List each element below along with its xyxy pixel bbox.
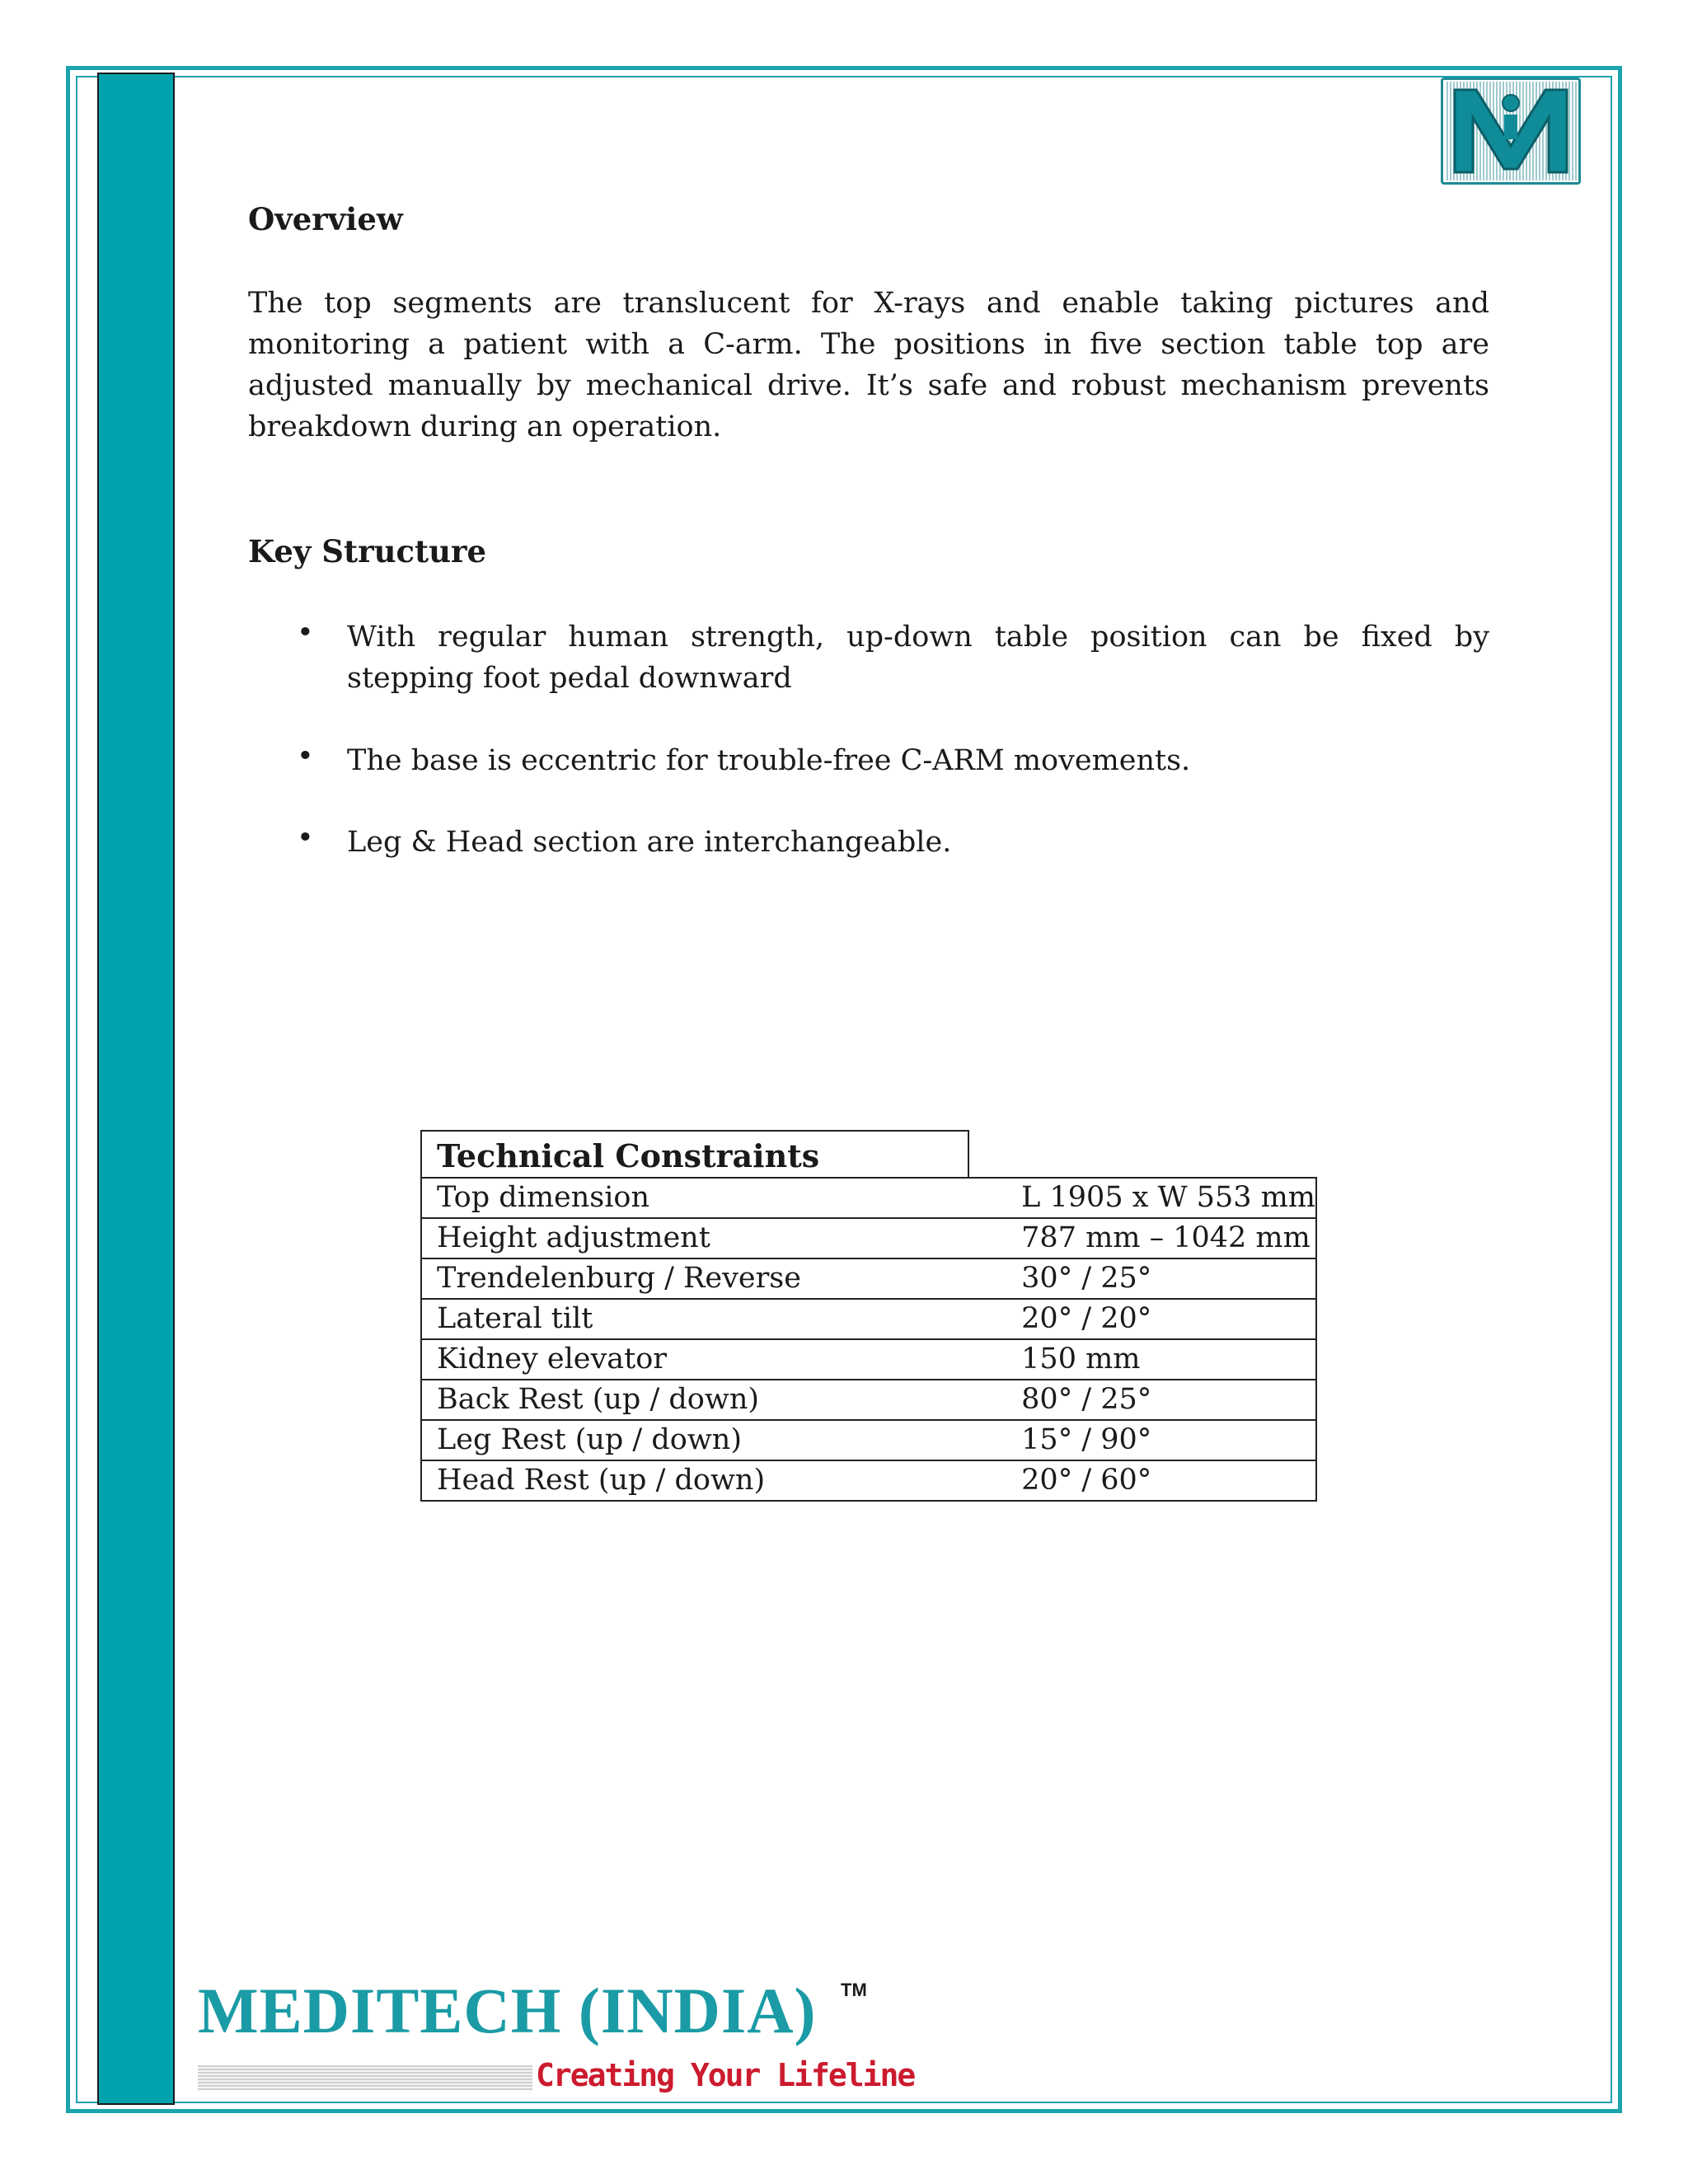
table-row — [421, 1258, 1316, 1299]
teal-sidebar — [97, 73, 175, 2105]
tagline-stripe-decoration — [198, 2065, 532, 2090]
row-value: 30° / 25° — [1003, 1258, 1316, 1299]
bullet-icon: • — [297, 740, 314, 773]
row-label: Lateral tilt — [421, 1299, 1003, 1339]
row-value: 15° / 90° — [1003, 1420, 1316, 1460]
table-row — [421, 1460, 1316, 1501]
row-label: Height adjustment — [421, 1218, 1003, 1258]
row-value: 787 mm – 1042 mm — [1003, 1218, 1316, 1258]
bullet-icon: • — [297, 822, 314, 855]
overview-heading: Overview — [248, 201, 403, 237]
bullet-icon: • — [297, 616, 314, 649]
list-item: With regular human strength, up-down table position can be fixed by stepping foot pedal downward — [347, 621, 1489, 695]
table-row — [421, 1339, 1316, 1380]
row-value: 20° / 20° — [1003, 1299, 1316, 1339]
list-item: The base is eccentric for trouble-free C-ARM movements. — [347, 744, 1191, 777]
mi-logo-icon — [1441, 77, 1581, 185]
row-value: L 1905 x W 553 mm — [1003, 1178, 1316, 1218]
brand-tagline: Creating Your Lifeline — [536, 2057, 915, 2093]
table-row — [421, 1420, 1316, 1460]
row-value: 20° / 60° — [1003, 1460, 1316, 1501]
row-value: 150 mm — [1003, 1339, 1316, 1380]
key-structure-heading: Key Structure — [248, 533, 487, 569]
technical-constraints-title: Technical Constraints — [420, 1130, 969, 1179]
table-row — [421, 1299, 1316, 1339]
table-row — [421, 1218, 1316, 1258]
row-label: Leg Rest (up / down) — [421, 1420, 1003, 1460]
brand-name: MEDITECH (INDIA) — [198, 1975, 817, 2046]
table-row — [421, 1178, 1316, 1218]
technical-constraints-table — [420, 1177, 1317, 1502]
row-label: Back Rest (up / down) — [421, 1380, 1003, 1420]
row-label: Kidney elevator — [421, 1339, 1003, 1380]
row-label: Top dimension — [421, 1178, 1003, 1218]
row-label: Trendelenburg / Reverse — [421, 1258, 1003, 1299]
trademark-mark: TM — [841, 1980, 867, 2000]
row-label: Head Rest (up / down) — [421, 1460, 1003, 1501]
row-value: 80° / 25° — [1003, 1380, 1316, 1420]
overview-paragraph: The top segments are translucent for X-rays and enable taking pictures and monitoring a patient with a C-arm. The positions in five section table top are adjusted manually by mechanical drive. It’s safe and robust mechanism prevents breakdown during an operation. — [248, 287, 1489, 443]
list-item: Leg & Head section are interchangeable. — [347, 826, 952, 859]
table-row — [421, 1380, 1316, 1420]
